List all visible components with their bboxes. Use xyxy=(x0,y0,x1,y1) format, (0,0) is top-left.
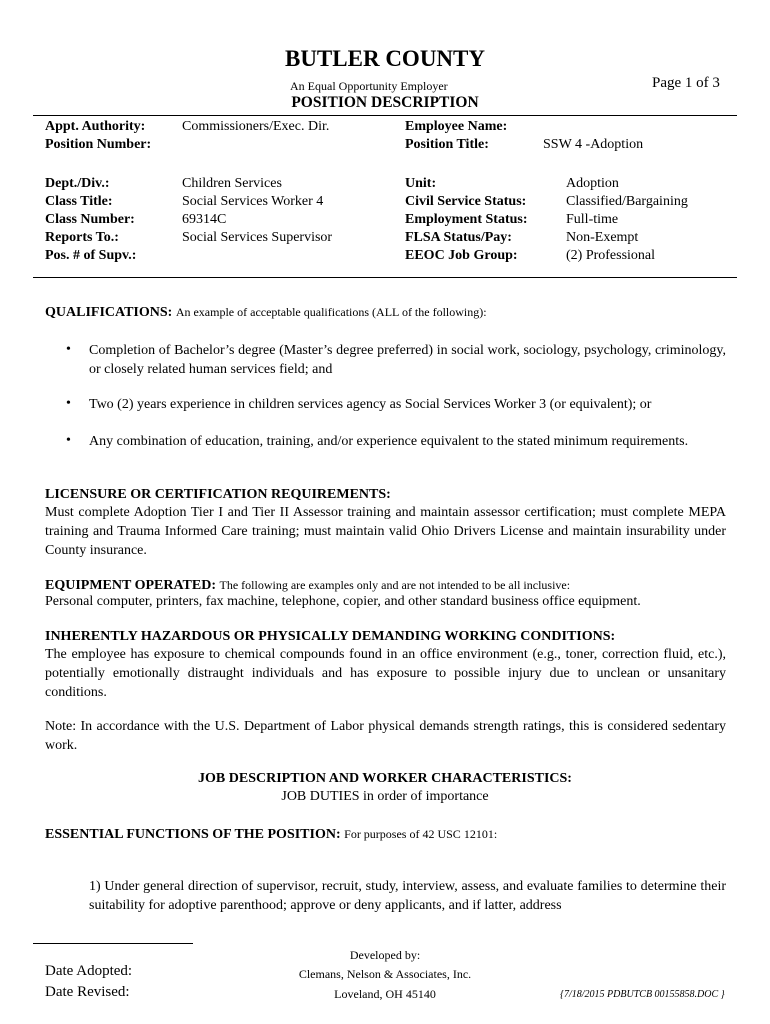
bullet-icon: • xyxy=(66,433,71,448)
supv-count-label: Pos. # of Supv.: xyxy=(45,248,137,263)
qualifications-line xyxy=(45,303,487,322)
document-title: POSITION DESCRIPTION xyxy=(291,94,479,111)
appt-authority-value: Commissioners/Exec. Dir. xyxy=(182,119,330,134)
qualification-item: Any combination of education, training, and/or experience equivalent to the stated minimum requirements. xyxy=(89,434,689,449)
page-number: Page 1 of 3 xyxy=(652,75,720,91)
eeoc-label: EEOC Job Group: xyxy=(405,248,518,263)
footer-divider xyxy=(33,943,193,944)
reports-to-label: Reports To.: xyxy=(45,230,119,245)
qualifications-heading: QUALIFICATIONS: xyxy=(45,305,173,320)
eeoc-value: (2) Professional xyxy=(566,248,656,263)
employment-status-value: Full-time xyxy=(566,212,619,227)
right-field-labels xyxy=(405,175,528,265)
equipment-text: Personal computer, printers, fax machine, telephone, copier, and other standard business office equipment. xyxy=(45,594,641,609)
position-number-label: Position Number: xyxy=(45,137,152,152)
appt-authority-label: Appt. Authority: xyxy=(45,119,146,134)
equipment-heading: EQUIPMENT OPERATED: xyxy=(45,578,216,593)
qualifications-intro: An example of acceptable qualifications (ALL of the following): xyxy=(175,305,487,319)
licensure-heading: LICENSURE OR CERTIFICATION REQUIREMENTS: xyxy=(45,487,391,502)
employee-name-label: Employee Name: xyxy=(405,119,508,134)
job-duties-subheading: JOB DUTIES in order of importance xyxy=(281,789,489,804)
class-title-value: Social Services Worker 4 xyxy=(182,194,324,209)
qualification-item: Two (2) years experience in children services agency as Social Services Worker 3 (or equivalent); or xyxy=(89,397,652,412)
company-location: Loveland, OH 45140 xyxy=(334,987,436,1001)
left-field-labels xyxy=(45,175,136,265)
flsa-value: Non-Exempt xyxy=(566,230,639,245)
hazardous-text: The employee has exposure to chemical compounds found in an office environment (e.g., toner, correction fluid, etc.), potentially emotionally distraught individuals and has exposure to possible injury due to unclean or unsanitary conditions. xyxy=(45,647,726,700)
date-adopted-label: Date Adopted: xyxy=(45,963,133,979)
civil-service-label: Civil Service Status: xyxy=(405,194,527,209)
unit-label: Unit: xyxy=(405,176,437,191)
dept-label: Dept./Div.: xyxy=(45,176,110,191)
supv-count-value xyxy=(182,247,332,265)
unit-value: Adoption xyxy=(566,176,619,191)
fields-divider xyxy=(33,277,737,278)
essential-intro: For purposes of 42 USC 12101: xyxy=(344,827,498,841)
county-title: BUTLER COUNTY xyxy=(284,46,485,71)
class-title-label: Class Title: xyxy=(45,194,113,209)
position-title-value: SSW 4 -Adoption xyxy=(543,137,644,152)
job-description-heading: JOB DESCRIPTION AND WORKER CHARACTERISTICS: xyxy=(198,771,572,786)
employment-status-label: Employment Status: xyxy=(405,212,528,227)
header-divider xyxy=(33,115,737,116)
hazardous-note: Note: In accordance with the U.S. Department of Labor physical demands strength ratings, this is considered sedentary work. xyxy=(45,719,726,753)
right-field-values xyxy=(566,175,688,265)
position-title-label: Position Title: xyxy=(405,137,489,152)
reports-to-value: Social Services Supervisor xyxy=(182,230,333,245)
equipment-intro: The following are examples only and are not intended to be all inclusive: xyxy=(219,578,571,592)
essential-heading: ESSENTIAL FUNCTIONS OF THE POSITION: xyxy=(45,827,341,842)
company-name: Clemans, Nelson & Associates, Inc. xyxy=(298,967,472,981)
qualification-item: Completion of Bachelor’s degree (Master’s degree preferred) in social work, sociology, psychology, criminology, or closely related human services field; and xyxy=(89,343,726,377)
date-revised-label: Date Revised: xyxy=(45,984,130,1000)
class-number-label: Class Number: xyxy=(45,212,135,227)
hazardous-heading: INHERENTLY HAZARDOUS OR PHYSICALLY DEMANDING WORKING CONDITIONS: xyxy=(45,629,616,644)
flsa-label: FLSA Status/Pay: xyxy=(405,230,512,245)
dept-value: Children Services xyxy=(182,176,282,191)
bullet-icon: • xyxy=(66,396,71,411)
class-number-value: 69314C xyxy=(182,212,227,227)
essential-function-item: 1) Under general direction of supervisor, recruit, study, interview, assess, and evaluate families to determine their suitability for adoptive parenthood; approve or deny applicants, and if latter, address xyxy=(89,879,726,913)
bullet-icon: • xyxy=(66,342,71,357)
employer-subtitle: An Equal Opportunity Employer xyxy=(290,79,448,93)
left-field-values xyxy=(182,175,332,265)
licensure-text: Must complete Adoption Tier I and Tier II Assessor training and maintain assessor certification; must complete MEPA training and Trauma Informed Care training; must maintain valid Ohio Drivers License and maintain insurability under County insurance. xyxy=(45,505,726,558)
civil-service-value: Classified/Bargaining xyxy=(566,194,688,209)
document-reference: {7/18/2015 PDBUTCB 00155858.DOC } xyxy=(560,989,725,1000)
essential-line xyxy=(45,825,497,844)
developed-by-label: Developed by: xyxy=(349,948,421,962)
